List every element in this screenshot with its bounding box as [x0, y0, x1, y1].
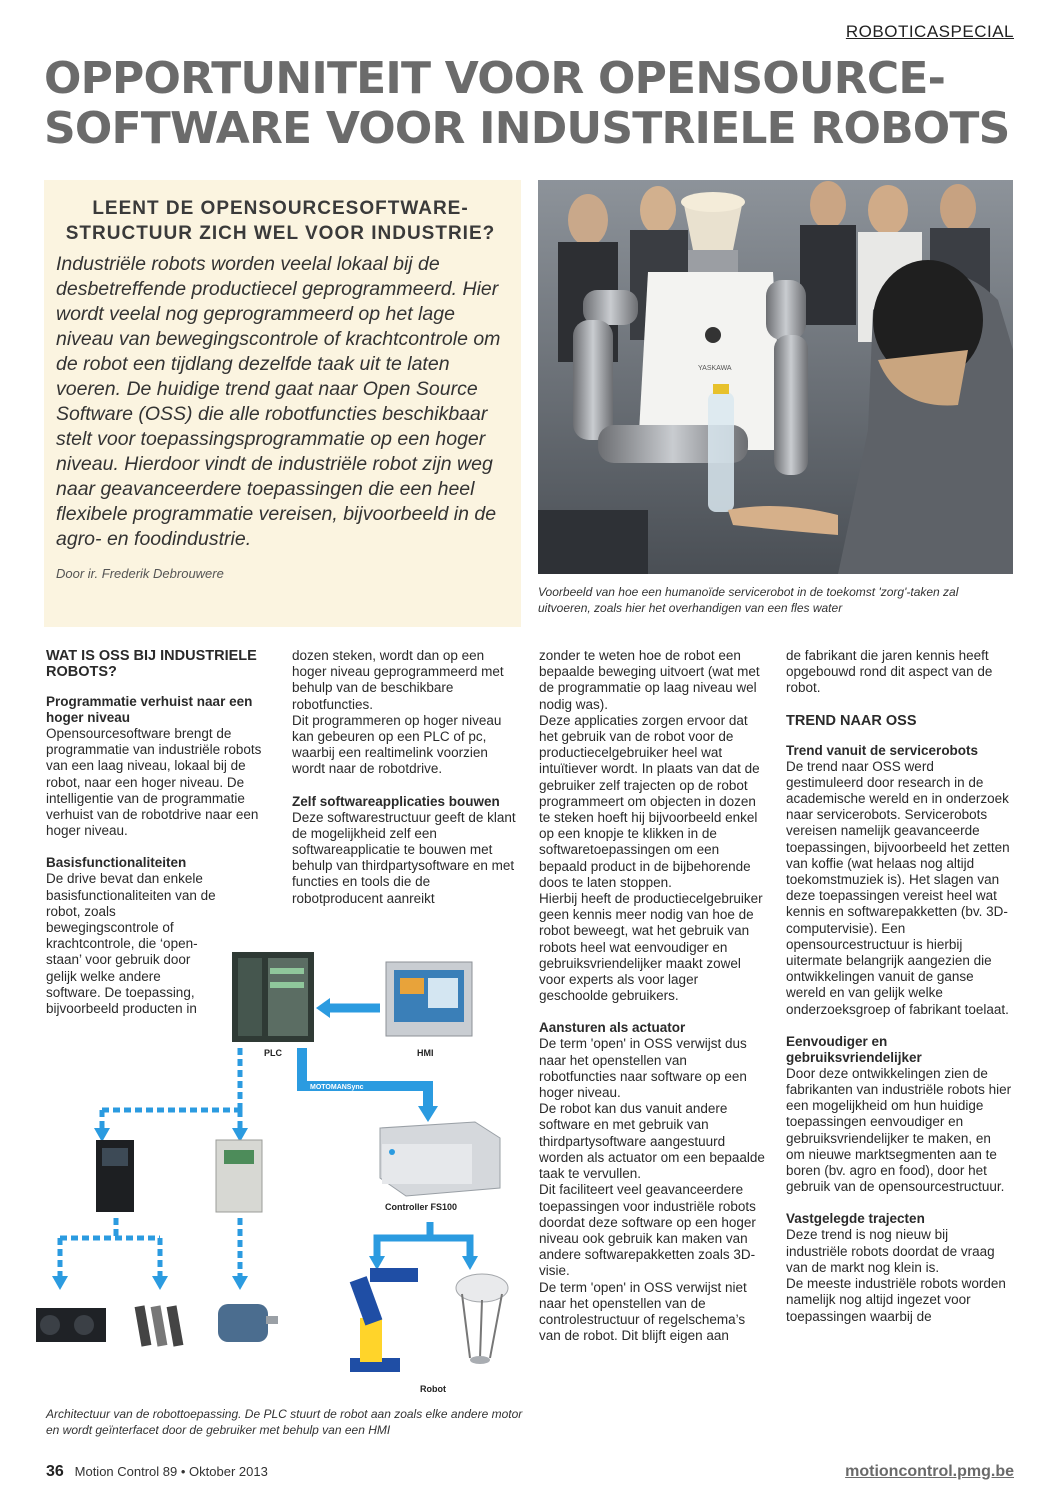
paragraph: dozen steken, wordt dan op een hoger niveau geprogrammeerd met behulp van de beschikbare robotfuncties. — [292, 648, 504, 712]
section-label: ROBOTICASPECIAL — [845, 22, 1014, 41]
plc-drive-link — [102, 1048, 240, 1130]
robot-label: Robot — [420, 1384, 446, 1394]
headline-line-2: SOFTWARE VOOR INDUSTRIELE ROBOTS — [44, 103, 1010, 154]
subheading-programmatie: Programmatie verhuist naar een hoger niveau — [46, 694, 253, 725]
subheading-zelf-software: Zelf softwareapplicaties bouwen — [292, 793, 500, 809]
paragraph: Door deze ontwikkelingen zien de fabrikanten van industriële robots hier een mogelijkheid om hun huidige toepassingen eenvoudiger en gebruiksvriendelijker te maken, en om nieuwe marktsegmenten aan te boren (bv. agro en food), door het gebruik van de opensourcestructuur. — [786, 1065, 1012, 1195]
paragraph: zonder te weten hoe de robot een bepaalde beweging uitvoert (wat met de programmatie op laag niveau wel nodig was). — [539, 648, 760, 712]
byline: Door ir. Frederik Debrouwere — [56, 566, 224, 581]
subheading-vastgelegde-trajecten: Vastgelegde trajecten — [786, 1211, 925, 1227]
page-number: 36 — [46, 1463, 64, 1480]
diagram-caption: Architectuur van de robottoepassing. De PLC stuurt de robot aan zoals elke andere motor en wordt geïnterfacet door de gebruiker met behulp van een HMI — [46, 1407, 523, 1437]
subheading-servicerobots: Trend vanuit de servicerobots — [786, 742, 979, 758]
subheading-eenvoudiger: Eenvoudiger en gebruiksvriendelijker — [786, 1033, 922, 1065]
industrial-robot-arm — [350, 1268, 418, 1372]
paragraph: Hierbij heeft de productiecelgebruiker geen kennis meer nodig van hoe de robot beweegt, wat het gebruik van robots heel wat eenvoudiger en gebruiksvriendelijker maakt zowel voor experts als voor lager geschoolde gebruikers. — [539, 891, 763, 1004]
photo-caption: Voorbeeld van hoe een humanoïde servicerobot in de toekomst 'zorg'-taken zal uitvoeren, zoals hier het overhandigen van een fles water — [538, 585, 959, 615]
humanoid-robot-photo — [538, 180, 1013, 574]
article-headline — [44, 54, 1024, 154]
paragraph: Opensourcesoftware brengt de programmatie van industriële robots van een laag niveau, lokaal bij de robot, naar een hoger niveau. De intelligentie van de programmatie verhuist van de robotdrive naar een hoger niveau. — [46, 726, 262, 839]
website-link[interactable]: motioncontrol.pmg.be — [845, 1463, 1014, 1480]
servo-drive — [96, 1140, 134, 1212]
delta-robot — [456, 1274, 508, 1364]
subheading-basisfunctionaliteiten: Basisfunctionaliteiten — [46, 855, 187, 871]
paragraph: De drive bevat dan enkele basisfunctionaliteiten van de robot, zoals bewegingscontrole of krachtcontrole, die ‘open-staan’ voor gebruik door gelijk welke andere software. De toepassing, bijvoorbeeld producten in — [46, 871, 216, 1017]
article-column-4 — [786, 648, 1012, 1325]
section-heading-trend: TREND NAAR OSS — [786, 712, 917, 729]
hmi-plc-arrowhead — [316, 998, 330, 1018]
motomansync-label: MOTOMANSync — [310, 1084, 364, 1091]
paragraph: De term 'open' in OSS verwijst niet naar het openstellen van de controlestructuur of regelschema’s van de robot. Dit blijft eigen aan — [539, 1279, 747, 1344]
paragraph: De meeste industriële robots worden namelijk nog altijd ingezet voor toepassingen waarbij de — [786, 1276, 1006, 1324]
architecture-diagram — [30, 938, 535, 1398]
induction-motor — [218, 1304, 278, 1342]
servo-motors — [36, 1308, 106, 1342]
frequency-inverter — [216, 1140, 262, 1212]
controller-fs100 — [380, 1122, 500, 1196]
section-heading-oss: WAT IS OSS BIJ INDUSTRIELE ROBOTS? — [46, 648, 257, 680]
paragraph: Deze trend is nog nieuw bij industriële robots doordat de vraag van de markt nog klein is. — [786, 1227, 995, 1275]
paragraph: Deze softwarestructuur geeft de klant de mogelijkheid zelf een softwareapplicatie te bouwen met behulp van thirdpartysoftware en met functies en tools die de robotproducent aanreikt — [292, 809, 516, 906]
paragraph: Dit faciliteert veel geavanceerdere toepassingen voor industriële robots doordat deze software op een hoger niveau ook gebruik kan maken van andere softwarepakketten zoals 3D-visie. — [539, 1182, 756, 1279]
paragraph: Dit programmeren op hoger niveau kan gebeuren op een PLC of pc, waarbij een realtimelink voorzien wordt naar de robotdrive. — [292, 712, 502, 777]
article-column-2 — [292, 648, 518, 907]
article-column-3 — [539, 648, 765, 1344]
hmi-panel — [386, 962, 472, 1036]
intro-heading: LEENT DE OPENSOURCESOFTWARE-STRUCTUUR ZICH WEL VOOR INDUSTRIE? — [65, 198, 496, 244]
plc-unit — [232, 952, 314, 1042]
linear-motors — [135, 1305, 184, 1346]
paragraph: De term 'open' in OSS verwijst dus naar het openstellen van robotfuncties naar software op een hoger niveau. — [539, 1036, 747, 1101]
paragraph: De trend naar OSS werd gestimuleerd door research in de academische wereld en in onderzoek naar servicerobots. Servicerobots vereisen namelijk geavanceerde toepassingen, bijvoorbeeld het zetten van koffie (wat helaas nog altijd toekomstmuziek is). Het slagen van deze toepassingen vereist heel wat kennis en softwarepakketten (bv. 3D-computervisie). Een opensourcestructuur is hierbij uitermate belangrijk aangezien die ontwikkelingen vanuit de ganse wereld en van gelijk welke onderzoeksgroep of fabrikant toelaat. — [786, 758, 1010, 1017]
headline-line-1: OPPORTUNITEIT VOOR OPENSOURCE- — [44, 53, 946, 104]
subheading-aansturen: Aansturen als actuator — [539, 1020, 686, 1036]
motomansync-link — [302, 1048, 428, 1108]
plc-label: PLC — [264, 1048, 282, 1058]
paragraph: De robot kan dus vanuit andere software en met gebruik van thirdpartysoftware aangestuurd worden als actuator om een bepaalde taak te vervullen. — [539, 1101, 765, 1182]
issue-info: Motion Control 89 • Oktober 2013 — [74, 1464, 268, 1479]
paragraph: Deze applicaties zorgen ervoor dat het gebruik van de robot voor de productiecelgebruiker heel wat intuïtiever wordt. In plaats van dat de gebruiker zelf trajecten op de robot programmeert om objecten in dozen te steken hoeft hij bijvoorbeeld enkel op een knopje te klikken in de softwaretoepassingen om een bepaald product in de bijbehorende doos te laten stoppen. — [539, 712, 760, 890]
robot-brand-text: YASKAWA — [698, 365, 732, 372]
intro-box — [44, 180, 521, 627]
intro-lead: Industriële robots worden veelal lokaal bij de desbetreffende productiecel geprogrammeerd. Hier wordt veelal nog geprogrammeerd op het lage niveau van bewegingscontrole of krachtcontrole om de robot een tijdlang dezelfde taak uit te laten voeren. De huidige trend gaat naar Open Source Software (OSS) die alle robotfuncties beschikbaar stelt voor toepassingsprogrammatie op een hoger niveau. Hierdoor vindt de industriële robot zijn weg naar geavanceerdere toepassingen die een heel flexibele programmatie vereisen, bijvoorbeeld in de agro- en foodindustrie. — [56, 253, 501, 550]
paragraph: de fabrikant die jaren kennis heeft opgebouwd rond dit aspect van de robot. — [786, 648, 993, 696]
controller-label: Controller FS100 — [385, 1202, 458, 1212]
footer-left — [46, 1463, 268, 1481]
hmi-label: HMI — [417, 1048, 434, 1058]
